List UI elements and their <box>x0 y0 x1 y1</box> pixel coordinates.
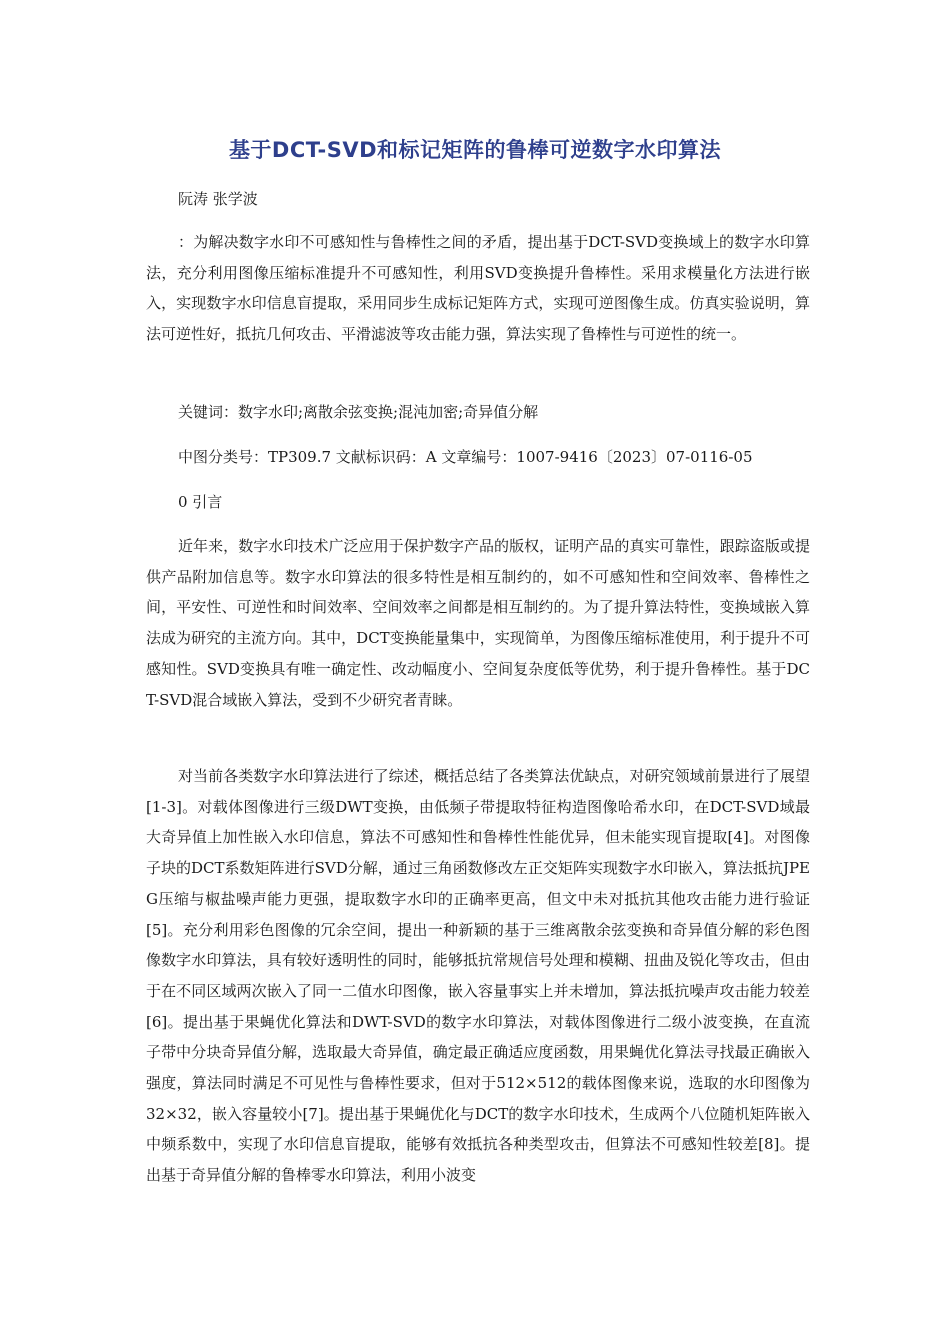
paper-title: 基于DCT-SVD和标记矩阵的鲁棒可逆数字水印算法 <box>228 138 722 162</box>
section-heading: 0 引言 <box>178 493 223 511</box>
keywords-line: 关键词：数字水印;离散余弦变换;混沌加密;奇异值分解 <box>178 403 539 421</box>
body-paragraph-2: 对当前各类数字水印算法进行了综述，概括总结了各类算法优缺点，对研究领域前景进行了展望[1-3]。对载体图像进行三级DWT变换，由低频子带提取特征构造图像哈希水印，在DCT-SVD域最大奇异值上加性嵌入水印信息，算法不可感知性和鲁棒性性能优异，但未能实现盲提取[4]。对图像子块的DCT系数矩阵进行SVD分解，通过三角函数修改左正交矩阵实现数字水印嵌入，算法抵抗JPEG压缩与椒盐噪声能力更强，提取数字水印的正确率更高，但文中未对抵抗其他攻击能力进行验证[5]。充分利用彩色图像的冗余空间，提出一种新颖的基于三维离散余弦变换和奇异值分解的彩色图像数字水印算法，具有较好透明性的同时，能够抵抗常规信号处理和模糊、扭曲及锐化等攻击，但由于在不同区域两次嵌入了同一二值水印图像，嵌入容量事实上并未增加，算法抵抗噪声攻击能力较差[6]。提出基于果蝇优化算法和DWT-SVD的数字水印算法，对载体图像进行二级小波变换，在直流子带中分块奇异值分解，选取最大奇异值，确定最正确适应度函数，用果蝇优化算法寻找最正确嵌入强度，算法同时满足不可见性与鲁棒性要求，但对于512×512的载体图像来说，选取的水印图像为32×32，嵌入容量较小[7]。提出基于果蝇优化与DCT的数字水印技术，生成两个八位随机矩阵嵌入中频系数中，实现了水印信息盲提取，能够有效抵抗各种类型攻击，但算法不可感知性较差[8]。提出基于奇异值分解的鲁棒零水印算法，利用小波变 <box>146 767 810 1185</box>
classification-line: 中图分类号：TP309.7 文献标识码：A 文章编号：1007-9416〔2023〕07-0116-05 <box>178 448 753 466</box>
abstract-paragraph: ：为解决数字水印不可感知性与鲁棒性之间的矛盾，提出基于DCT-SVD变换域上的数字水印算法，充分利用图像压缩标准提升不可感知性，利用SVD变换提升鲁棒性。采用求模量化方法进行嵌入，实现数字水印信息盲提取，采用同步生成标记矩阵方式，实现可逆图像生成。仿真实验说明，算法可逆性好，抵抗几何攻击、平滑滤波等攻击能力强，算法实现了鲁棒性与可逆性的统一。 <box>146 233 810 344</box>
body-paragraph-1: 近年来，数字水印技术广泛应用于保护数字产品的版权，证明产品的真实可靠性，跟踪盗版或提供产品附加信息等。数字水印算法的很多特性是相互制约的，如不可感知性和空间效率、鲁棒性之间，平安性、可逆性和时间效率、空间效率之间都是相互制约的。为了提升算法特性，变换域嵌入算法成为研究的主流方向。其中，DCT变换能量集中，实现简单，为图像压缩标准使用，利于提升不可感知性。SVD变换具有唯一确定性、改动幅度小、空间复杂度低等优势，利于提升鲁棒性。基于DCT-SVD混合域嵌入算法，受到不少研究者青睐。 <box>146 537 810 709</box>
paper-authors: 阮涛 张学波 <box>178 190 258 208</box>
